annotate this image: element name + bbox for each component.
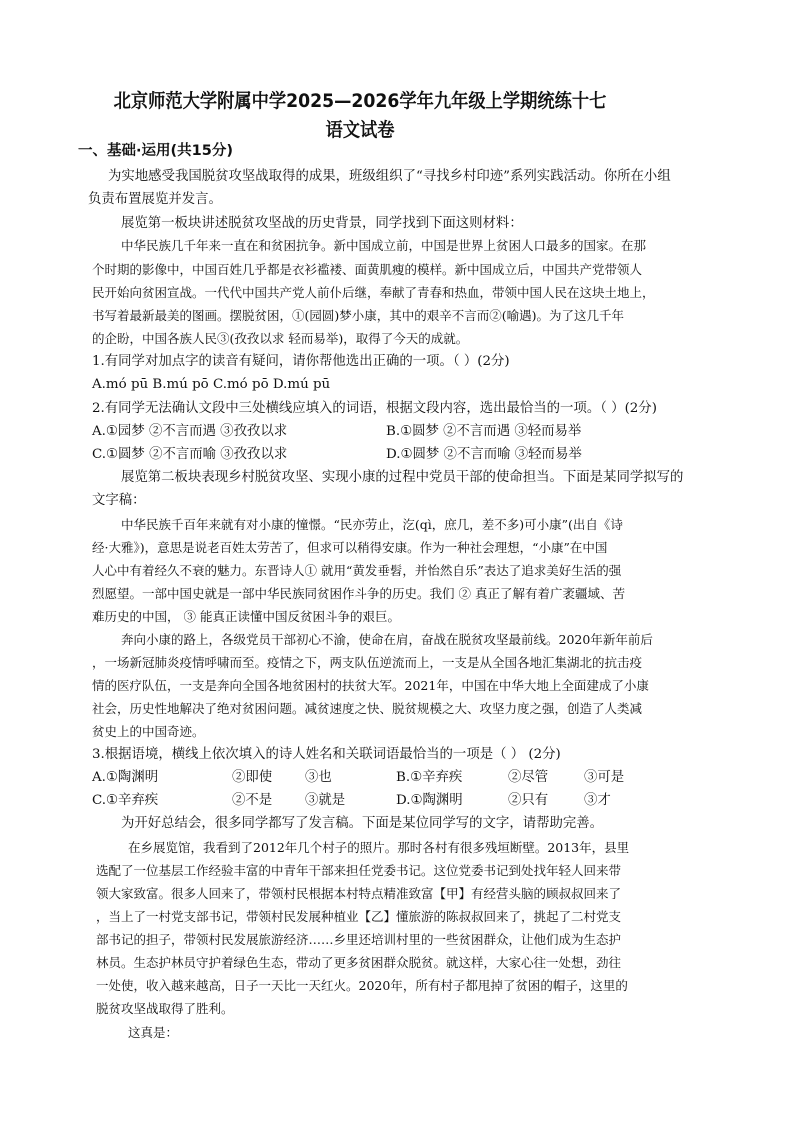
material-line: 情的医疗队伍，一支是奔向全国各地贫困村的扶贫大军。2021年，中国在中华大地上全面建成了小康 (92, 678, 649, 693)
question-3-option-c: ②不是 (232, 793, 273, 808)
board3-intro: 为开好总结会，很多同学都写了发言稿。下面是某位同学写的文字，请帮助完善。 (121, 816, 604, 831)
question-2-option-c: C.①圆梦 ②不言而喻 ③孜孜以求 (92, 447, 288, 462)
question-3-option-a: ③也 (305, 770, 332, 785)
question-2-option-b: B.①圆梦 ②不言而遇 ③轻而易举 (386, 424, 582, 439)
material-line: 奔向小康的路上，各级党员干部初心不渝，使命在肩，奋战在脱贫攻坚最前线。2020年新年前后 (121, 632, 653, 647)
question-2-stem: 2.有同学无法确认文段中三处横线应填入的词语，根据文段内容，选出最恰当的一项。（ ）(2分) (92, 401, 657, 416)
material-line: 选配了一位基层工作经验丰富的中青年干部来担任党委书记。这位党委书记到处找年轻人回来带 (96, 863, 622, 878)
intro-line: 负责布置展览并发言。 (88, 192, 222, 207)
material-line: 在乡展览馆，我看到了2012年几个村子的照片。那时各村有很多残垣断壁。2013年，县里 (128, 840, 630, 855)
material-line: 人心中有着经久不衰的魅力。东晋诗人① 就用“黄发垂髫，并怡然自乐”表达了追求美好生活的强 (92, 563, 622, 578)
exam-subtitle: 语文试卷 (325, 119, 395, 141)
question-3-option-b: ②尽管 (508, 770, 549, 785)
question-3-option-b: B.①辛弃疾 (396, 770, 463, 785)
material-line: 社会，历史性地解决了绝对贫困问题。减贫速度之快、脱贫规模之大、攻坚力度之强，创造了人类减 (92, 701, 643, 716)
question-3-option-d: ③才 (584, 793, 611, 808)
material-line: 脱贫攻坚战取得了胜利。 (96, 1001, 234, 1016)
material-line: ，当上了一村党支部书记，带领村民发展种植业【乙】懂旅游的陈叔叔回来了，挑起了二村党支 (96, 909, 622, 924)
question-2-option-a: A.①园梦 ②不言而遇 ③孜孜以求 (92, 424, 288, 439)
question-3-option-d: ②只有 (508, 793, 549, 808)
question-3-stem: 3.根据语境，横线上依次填入的诗人姓名和关联词语最恰当的一项是（ ） (2分) (92, 747, 561, 762)
material-line: 林员。生态护林员守护着绿色生态，带动了更多贫困群众脱贫。就这样，大家心往一处想，劲往 (96, 955, 622, 970)
exam-title: 北京师范大学附属中学2025—2026学年九年级上学期统练十七 (113, 90, 607, 112)
material-line: 烈愿望。一部中国史就是一部中华民族同贫困作斗争的历史。我们 ② 真正了解有着广袤疆域、苦 (92, 586, 625, 601)
material-line: 一处使，收入越来越高，日子一天比一天红火。2020年，所有村子都甩掉了贫困的帽子，这里的 (96, 978, 628, 993)
question-1-options: A.mó pū B.mú pō C.mó pō D.mú pū (92, 377, 331, 392)
section-heading: 一、基础·运用(共15分) (78, 143, 233, 159)
question-1-stem: 1.有同学对加点字的读音有疑问，请你帮他选出正确的一项。（ ）(2分) (92, 354, 510, 369)
question-3-option-d: D.①陶渊明 (396, 793, 463, 808)
question-3-option-b: ③可是 (584, 770, 625, 785)
material-line: 民开始向贫困宣战。一代代中国共产党人前仆后继，奉献了青春和热血，带领中国人民在这块土地上， (92, 285, 655, 300)
material-line: 书写着最新最美的图画。摆脱贫困，①(园圆)梦小康，其中的艰辛不言而②(喻遇)。为了这几千年 (92, 308, 625, 323)
closing-line: 这真是： (128, 1025, 179, 1040)
material-line: 领大家致富。很多人回来了，带领村民根据本村特点精准致富【甲】有经营头脑的顾叔叔回来了 (96, 886, 622, 901)
board2-intro: 展览第二板块表现乡村脱贫攻坚、实现小康的过程中党员干部的使命担当。下面是某同学拟写的 (121, 470, 684, 485)
material-line: 贫史上的中国奇迹。 (92, 724, 205, 739)
intro-line: 为实地感受我国脱贫攻坚战取得的成果，班级组织了“寻找乡村印迹”系列实践活动。你所在小组 (108, 169, 671, 184)
material-line: 经·大雅》)，意思是说老百姓太劳苦了，但求可以稍得安康。作为一种社会理想，“小康”在中国 (92, 540, 608, 555)
material-line: 部书记的担子，带领村民发展旅游经济……乡里还培训村里的一些贫困群众，让他们成为生态护 (96, 932, 622, 947)
material-line: ，一场新冠肺炎疫情呼啸而至。疫情之下，两支队伍逆流而上，一支是从全国各地汇集湖北的抗击疫 (92, 655, 643, 670)
material-line: 中华民族几千年来一直在和贫困抗争。新中国成立前，中国是世界上贫困人口最多的国家。在那 (121, 238, 647, 253)
question-3-option-c: ③就是 (305, 793, 346, 808)
board1-intro: 展览第一板块讲述脱贫攻坚战的历史背景，同学找到下面这则材料： (121, 216, 523, 231)
board2-intro: 文字稿： (92, 493, 146, 508)
question-3-option-a: ②即使 (232, 770, 273, 785)
material-line: 个时期的影像中，中国百姓几乎都是衣衫褴褛、面黄肌瘦的模样。新中国成立后，中国共产党带领人 (92, 262, 643, 277)
material-line: 中华民族千百年来就有对小康的憧憬。“民亦劳止，汔(qì，庶几，差不多)可小康”(出自《诗 (121, 517, 623, 532)
question-3-option-c: C.①辛弃疾 (92, 793, 159, 808)
material-line: 的企盼，中国各族人民③(孜孜以求 轻而易举)，取得了今天的成就。 (92, 331, 469, 346)
material-line: 难历史的中国， ③ 能真正读懂中国反贫困斗争的艰巨。 (92, 609, 400, 624)
question-2-option-d: D.①圆梦 ②不言而喻 ③轻而易举 (386, 447, 582, 462)
question-3-option-a: A.①陶渊明 (92, 770, 159, 785)
